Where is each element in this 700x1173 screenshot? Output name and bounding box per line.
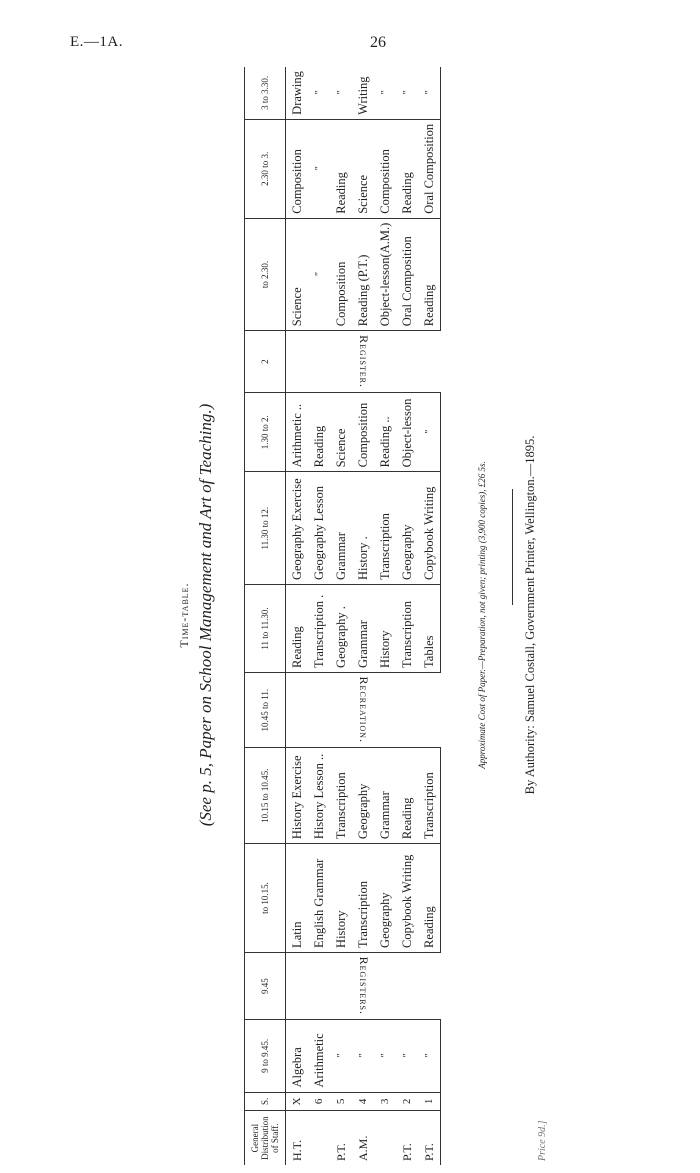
lesson-cell: Grammar xyxy=(374,748,396,844)
staff-cell: P.T. xyxy=(399,1143,414,1161)
lesson-cell: History xyxy=(374,585,396,673)
timetable-subtitle: (See p. 5, Paper on School Management and Art of Teaching.) xyxy=(196,403,215,827)
lesson-cell: Writing xyxy=(352,67,374,119)
ditto-cell: " xyxy=(330,67,352,119)
ditto-cell: " xyxy=(418,67,441,119)
lesson-cell: Reading xyxy=(418,218,441,330)
staff-cell xyxy=(308,1111,330,1165)
lesson-cell: Transcription xyxy=(418,748,441,844)
standard-cell: 4 xyxy=(352,1092,374,1111)
ditto-cell: " xyxy=(352,1020,374,1092)
lesson-cell: Reading xyxy=(330,119,352,218)
staff-cell: H.T. xyxy=(289,1139,304,1161)
recreation-label: Recreation. xyxy=(356,676,371,744)
lesson-cell: Copybook Writing xyxy=(418,472,441,585)
rotated-timetable-block xyxy=(175,65,565,1165)
staff-cell xyxy=(374,1111,396,1165)
timetable-title: Time-table. xyxy=(177,582,191,648)
header-row xyxy=(245,67,286,1165)
ditto-cell: " xyxy=(374,67,396,119)
timetable-heading xyxy=(177,65,216,1165)
lesson-cell: Oral Composition xyxy=(418,119,441,218)
paper-reference: E.—1A. xyxy=(70,34,123,50)
standard-cell: 1 xyxy=(418,1092,441,1111)
staff-cell: P.T. xyxy=(333,1143,348,1161)
page-number: 26 xyxy=(370,34,386,51)
lesson-cell: Science xyxy=(352,119,374,218)
lesson-cell: Copybook Writing xyxy=(396,844,418,953)
col-header-t1: 9 to 9.45. xyxy=(245,1020,286,1092)
lesson-cell: Geography . xyxy=(330,585,352,673)
lesson-cell: Latin xyxy=(286,844,309,953)
lesson-cell: Transcription xyxy=(330,748,352,844)
lesson-cell: Science xyxy=(330,393,352,472)
lesson-cell: Tables xyxy=(418,585,441,673)
col-header-t7: 11.30 to 12. xyxy=(245,472,286,585)
col-header-t2: 9.45 xyxy=(245,952,286,1019)
col-header-t3: to 10.15. xyxy=(245,844,286,953)
ditto-cell: " xyxy=(418,1020,441,1092)
ditto-cell: " xyxy=(330,1020,352,1092)
ditto-cell: " xyxy=(396,1020,418,1092)
lesson-cell: History Lesson .. xyxy=(308,748,330,844)
lesson-cell: History xyxy=(330,844,352,953)
col-header-staff: General Distribution of Staff. xyxy=(245,1111,286,1165)
lesson-cell: Composition xyxy=(352,393,374,472)
lesson-cell: Reading .. xyxy=(374,393,396,472)
register-afternoon-cell xyxy=(286,331,441,393)
lesson-cell: Reading xyxy=(308,393,330,472)
standard-cell: X xyxy=(286,1092,309,1111)
standard-cell: 2 xyxy=(396,1092,418,1111)
lesson-cell: Geography xyxy=(374,844,396,953)
lesson-cell: Reading xyxy=(286,585,309,673)
lesson-cell: Arithmetic .. xyxy=(286,393,309,472)
lesson-cell: Geography xyxy=(396,472,418,585)
standard-cell: 3 xyxy=(374,1092,396,1111)
lesson-cell: Composition xyxy=(286,119,309,218)
timetable xyxy=(244,67,441,1165)
lesson-cell: History . xyxy=(352,472,374,585)
printer-authority: By Authority: Samuel Costall, Government Printer, Wellington.—1895. xyxy=(523,435,537,795)
staff-cell: A.M. xyxy=(355,1135,370,1161)
staff-cell: P.T. xyxy=(418,1111,441,1165)
lesson-cell: Transcription xyxy=(374,472,396,585)
registers-morning-label: Registers. xyxy=(356,956,371,1016)
price-note: Price 9d.] xyxy=(537,1120,548,1161)
lesson-cell: Transcription xyxy=(396,585,418,673)
lesson-cell: Algebra xyxy=(286,1020,309,1092)
ditto-cell: " xyxy=(396,67,418,119)
registers-morning-cell xyxy=(286,952,441,1019)
lesson-cell: Geography xyxy=(352,748,374,844)
col-header-t12: 3 to 3.30. xyxy=(245,67,286,119)
lesson-cell: Reading (P.T.) xyxy=(352,218,374,330)
col-header-t11: 2.30 to 3. xyxy=(245,119,286,218)
table-row xyxy=(286,67,309,1165)
col-header-t9: 2 xyxy=(245,331,286,393)
lesson-cell: Geography Exercise xyxy=(286,472,309,585)
lesson-cell: History Exercise xyxy=(286,748,309,844)
col-header-t8: 1.30 to 2. xyxy=(245,393,286,472)
lesson-cell: Geography Lesson xyxy=(308,472,330,585)
standard-cell: 6 xyxy=(308,1092,330,1111)
register-afternoon-label: Register. xyxy=(356,335,371,389)
ditto-cell: " xyxy=(308,67,330,119)
lesson-cell: Transcription . xyxy=(308,585,330,673)
lesson-cell: Reading xyxy=(396,119,418,218)
footer-rule xyxy=(512,489,513,605)
col-header-t6: 11 to 11.30. xyxy=(245,585,286,673)
lesson-cell: Composition xyxy=(374,119,396,218)
lesson-cell: Science xyxy=(286,218,309,330)
ditto-cell: " xyxy=(308,218,330,330)
lesson-cell: Reading xyxy=(418,844,441,953)
lesson-cell: Reading xyxy=(396,748,418,844)
col-header-t4: 10.15 to 10.45. xyxy=(245,748,286,844)
lesson-cell: Object-lesson(A.M.) xyxy=(374,218,396,330)
cost-note: Approximate Cost of Paper.—Preparation, not given; printing (3,900 copies), £26 5s. xyxy=(477,461,487,769)
ditto-cell: " xyxy=(308,119,330,218)
lesson-cell: Drawing xyxy=(286,67,309,119)
ditto-cell: " xyxy=(374,1020,396,1092)
page-header xyxy=(70,34,630,58)
col-header-standard: S. xyxy=(245,1092,286,1111)
lesson-cell: Object-lesson xyxy=(396,393,418,472)
lesson-cell: Transcription xyxy=(352,844,374,953)
col-header-t10: to 2.30. xyxy=(245,218,286,330)
standard-cell: 5 xyxy=(330,1092,352,1111)
lesson-cell: Oral Composition xyxy=(396,218,418,330)
lesson-cell: Arithmetic xyxy=(308,1020,330,1092)
ditto-cell: " xyxy=(418,393,441,472)
lesson-cell: Grammar xyxy=(330,472,352,585)
lesson-cell: Composition xyxy=(330,218,352,330)
lesson-cell: Grammar xyxy=(352,585,374,673)
lesson-cell: English Grammar xyxy=(308,844,330,953)
recreation-cell xyxy=(286,672,441,747)
col-header-t5: 10.45 to 11. xyxy=(245,672,286,747)
